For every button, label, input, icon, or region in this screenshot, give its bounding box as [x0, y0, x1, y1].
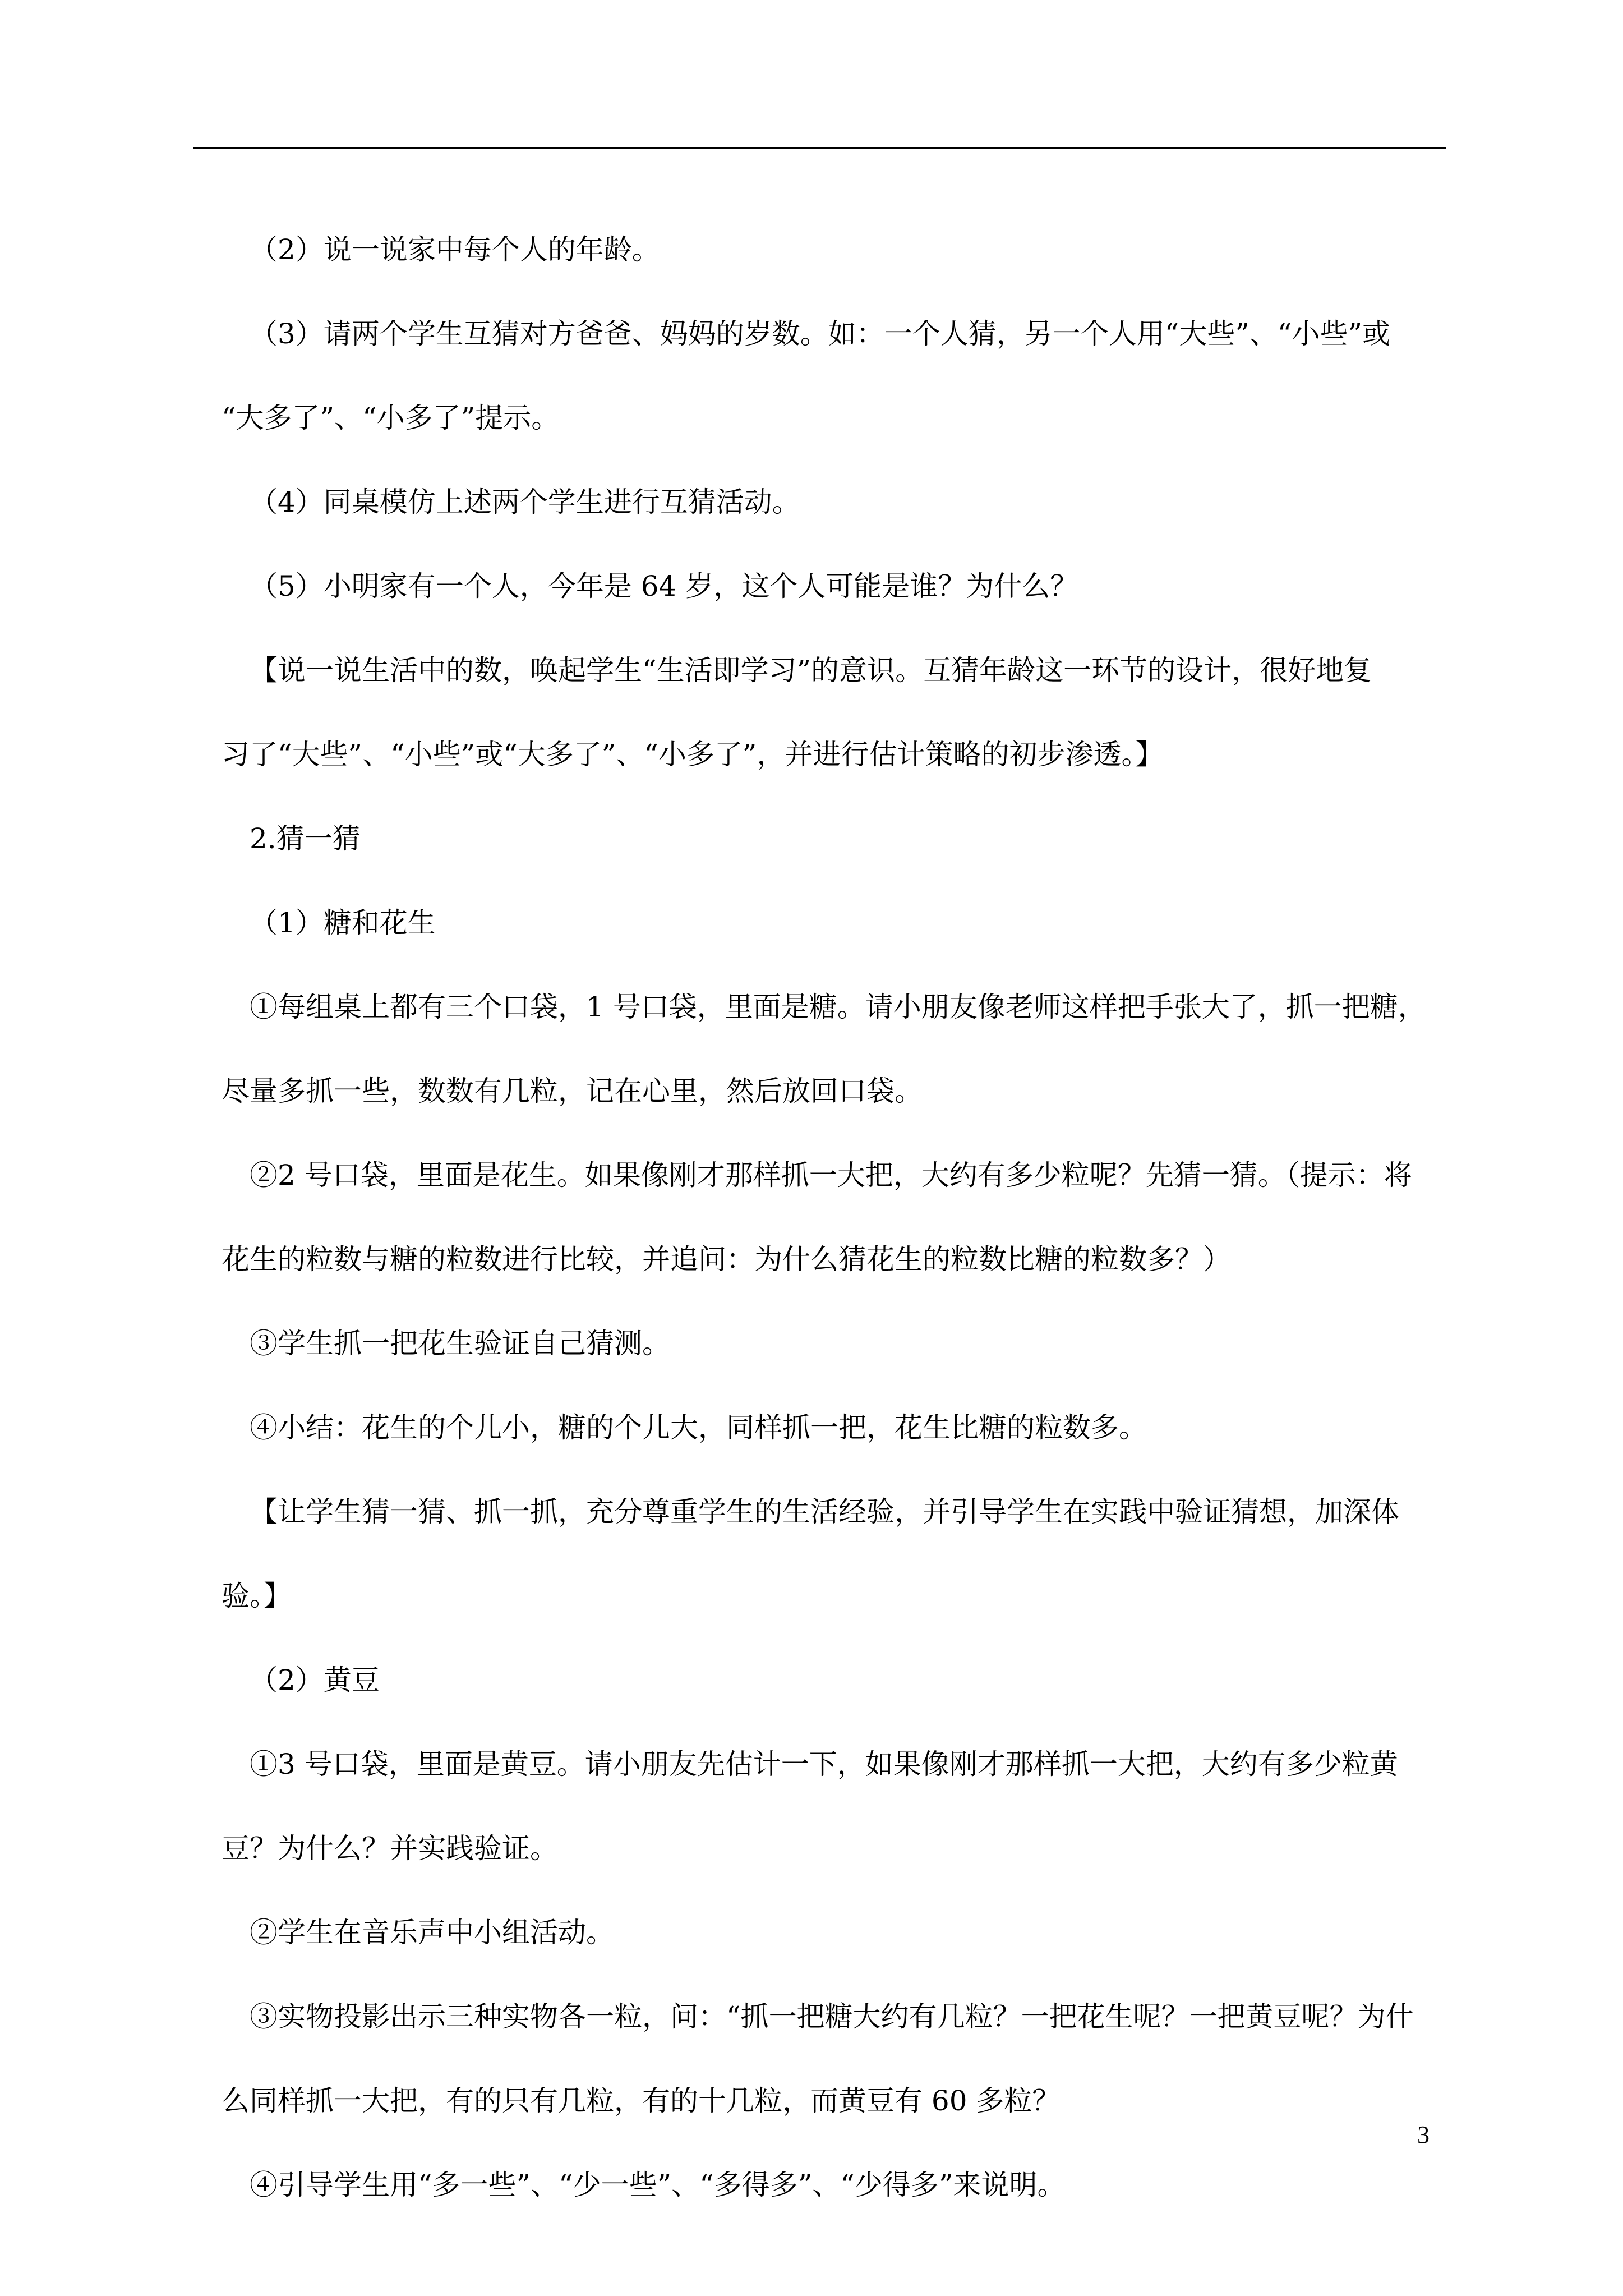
paragraph-line: 习了“大些”、“小些”或“大多了”、“小多了”，并进行估计策略的初步渗透。】 — [222, 738, 1164, 771]
paragraph-line: 花生的粒数与糖的粒数进行比较，并追问：为什么猜花生的粒数比糖的粒数多？） — [222, 1243, 1231, 1276]
paragraph-line: 尽量多抓一些，数数有几粒，记在心里，然后放回口袋。 — [222, 1075, 923, 1107]
paragraph-line: “大多了”、“小多了”提示。 — [222, 402, 560, 434]
page-number: 3 — [1417, 2121, 1430, 2148]
body-text — [222, 208, 1450, 2227]
subsection-heading: （2）黄豆 — [250, 1664, 380, 1696]
paragraph-line: ①每组桌上都有三个口袋，1 号口袋，里面是糖。请小朋友像老师这样把手张大了，抓一把糖， — [250, 991, 1426, 1023]
paragraph-line: 【说一说生活中的数，唤起学生“生活即学习”的意识。互猜年龄这一环节的设计，很好地复 — [250, 654, 1372, 687]
paragraph-line: ④小结：花生的个儿小，糖的个儿大，同样抓一把，花生比糖的粒数多。 — [250, 1411, 1147, 1444]
paragraph-line: ③学生抓一把花生验证自己猜测。 — [250, 1327, 670, 1360]
header-rule — [193, 147, 1446, 149]
subsection-heading: （1）糖和花生 — [250, 907, 436, 939]
paragraph-line: （3）请两个学生互猜对方爸爸、妈妈的岁数。如：一个人猜，另一个人用“大些”、“小些”或 — [250, 318, 1391, 350]
paragraph-line: （4）同桌模仿上述两个学生进行互猜活动。 — [250, 486, 800, 518]
paragraph-line: 【让学生猜一猜、抓一抓，充分尊重学生的生活经验，并引导学生在实践中验证猜想，加深体 — [250, 1496, 1399, 1528]
paragraph-line: （5）小明家有一个人，今年是 64 岁，这个人可能是谁？为什么？ — [250, 570, 1078, 602]
paragraph-line: 么同样抓一大把，有的只有几粒，有的十几粒，而黄豆有 60 多粒？ — [222, 2085, 1061, 2117]
paragraph-line: （2）说一说家中每个人的年龄。 — [250, 233, 660, 266]
paragraph-line: ④引导学生用“多一些”、“少一些”、“多得多”、“少得多”来说明。 — [250, 2169, 1066, 2201]
paragraph-line: ②学生在音乐声中小组活动。 — [250, 1916, 614, 1949]
paragraph-line: ①3 号口袋，里面是黄豆。请小朋友先估计一下，如果像刚才那样抓一大把，大约有多少粒黄 — [250, 1748, 1398, 1780]
section-heading: 2.猜一猜 — [250, 822, 361, 855]
paragraph-line: 豆？为什么？并实践验证。 — [222, 1832, 558, 1865]
paragraph-line: ②2 号口袋，里面是花生。如果像刚才那样抓一大把，大约有多少粒呢？先猜一猜。（提示：将 — [250, 1159, 1412, 1191]
paragraph-line: ③实物投影出示三种实物各一粒，问：“抓一把糖大约有几粒？一把花生呢？一把黄豆呢？为什 — [250, 2000, 1414, 2033]
paragraph-line: 验。】 — [222, 1580, 292, 1612]
